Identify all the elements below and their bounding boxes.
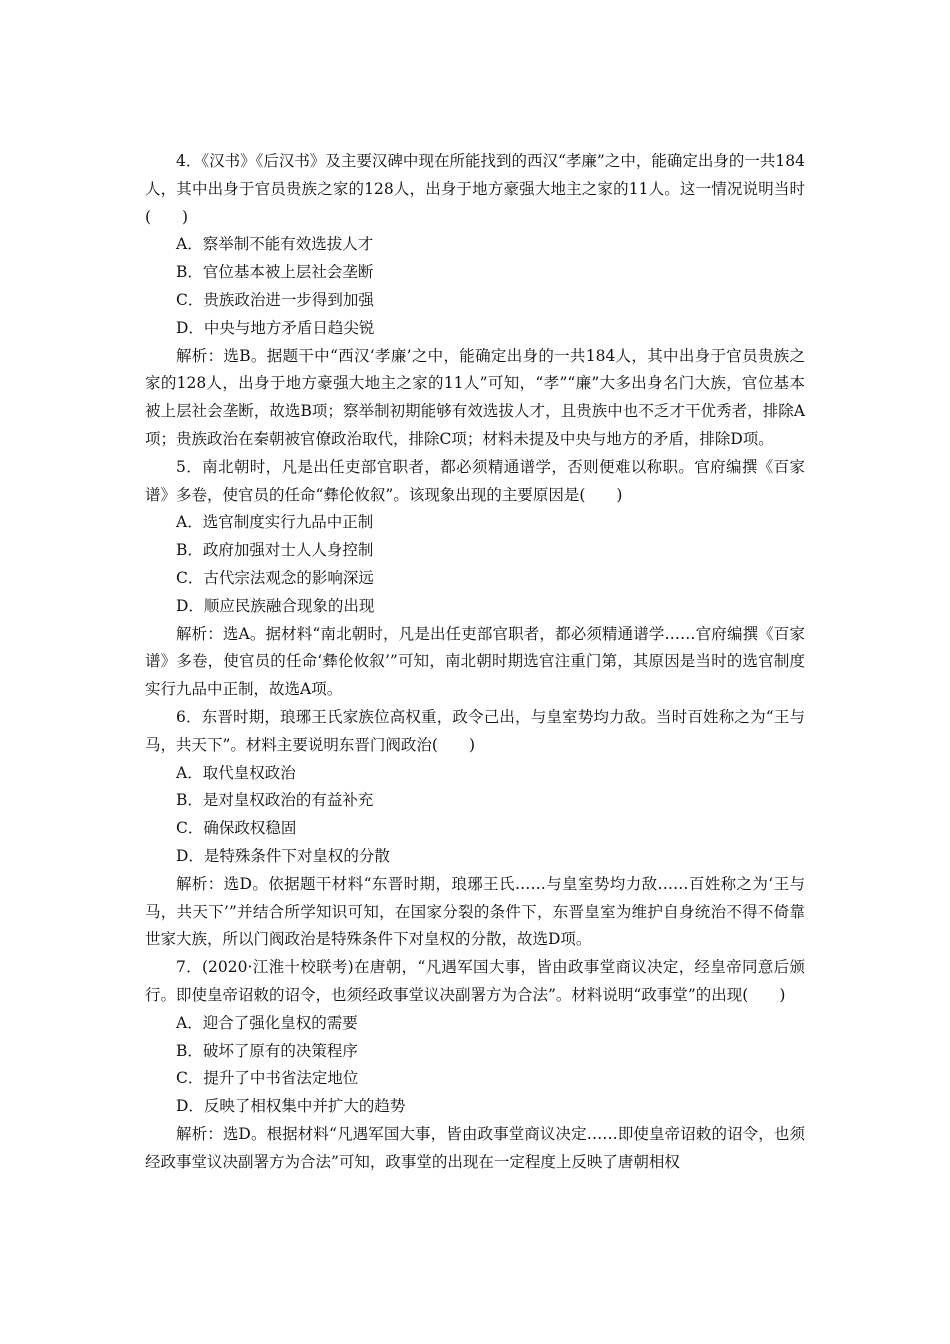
question-6-option-d: D．是特殊条件下对皇权的分散	[176, 846, 390, 865]
question-5-option-a: A．选官制度实行九品中正制	[176, 513, 374, 532]
question-7-option-a: A．迎合了强化皇权的需要	[176, 1013, 358, 1032]
question-7-option-b: B．破坏了原有的决策程序	[176, 1041, 358, 1060]
question-4-option-c: C．贵族政治进一步得到加强	[176, 290, 374, 309]
question-4-option-a: A．察举制不能有效选拔人才	[176, 235, 374, 254]
question-4-option-d: D．中央与地方矛盾日趋尖锐	[176, 318, 375, 337]
question-5-option-b: B．政府加强对士人人身控制	[176, 541, 374, 560]
question-6-analysis: 解析：选D。依据题干材料“东晋时期，琅琊王氏……与皇室势均力敌……百姓称之为‘王与马，共天下’”并结合所学知识可知，在国家分裂的条件下，东晋皇室为维护自身统治不得不倚靠世家大族，所以门阀政治是特殊条件下对皇权的分散，故选D项。	[145, 874, 805, 949]
question-6-stem: 6．东晋时期，琅琊王氏家族位高权重，政令己出，与皇室势均力敌。当时百姓称之为“王与马，共天下”。材料主要说明东晋门阀政治( )	[145, 707, 805, 754]
question-4-option-b: B．官位基本被上层社会垄断	[176, 263, 374, 282]
question-6-option-a: A．取代皇权政治	[176, 763, 296, 782]
question-6-option-c: C．确保政权稳固	[176, 819, 297, 838]
question-7-option-d: D．反映了相权集中并扩大的趋势	[176, 1097, 406, 1116]
question-7-analysis: 解析：选D。根据材料“凡遇军国大事，皆由政事堂商议决定……即使皇帝诏敕的诏令，也须经政事堂议决副署方为合法”可知，政事堂的出现在一定程度上反映了唐朝相权	[145, 1124, 805, 1171]
document-page	[145, 148, 805, 1176]
question-6-option-b: B．是对皇权政治的有益补充	[176, 791, 374, 810]
question-5-option-c: C．古代宗法观念的影响深远	[176, 568, 374, 587]
question-7-option-c: C．提升了中书省法定地位	[176, 1069, 359, 1088]
question-7-stem: 7．(2020·江淮十校联考)在唐朝，“凡遇军国大事，皆由政事堂商议决定，经皇帝同意后颁行。即使皇帝诏敕的诏令，也须经政事堂议决副署方为合法”。材料说明“政事堂”的出现( )	[145, 958, 805, 1004]
question-5-stem: 5．南北朝时，凡是出任吏部官职者，都必须精通谱学，否则便难以称职。官府编撰《百家谱》多卷，使官员的任命“彝伦攸叙”。该现象出现的主要原因是( )	[145, 457, 805, 504]
question-4-stem: 4．《汉书》《后汉书》及主要汉碑中现在所能找到的西汉“孝廉”之中，能确定出身的一共184人，其中出身于官员贵族之家的128人，出身于地方豪强大地主之家的11人。这一情况说明当时( )	[145, 152, 805, 226]
question-5-analysis: 解析：选A。据材料“南北朝时，凡是出任吏部官职者，都必须精通谱学……官府编撰《百家谱》多卷，使官员的任命‘彝伦攸叙’”可知，南北朝时期选官注重门第，其原因是当时的选官制度实行九品中正制，故选A项。	[145, 624, 805, 699]
question-4-analysis: 解析：选B。据题干中“西汉‘孝廉’之中，能确定出身的一共184人，其中出身于官员贵族之家的128人，出身于地方豪强大地主之家的11人”可知，“孝”“廉”大多出身名门大族，官位基本被上层社会垄断，故选B项；察举制初期能够有效选拔人才，且贵族中也不乏才干优秀者，排除A项；贵族政治在秦朝被官僚政治取代，排除C项；材料未提及中央与地方的矛盾，排除D项。	[145, 346, 805, 448]
question-5-option-d: D．顺应民族融合现象的出现	[176, 596, 375, 615]
